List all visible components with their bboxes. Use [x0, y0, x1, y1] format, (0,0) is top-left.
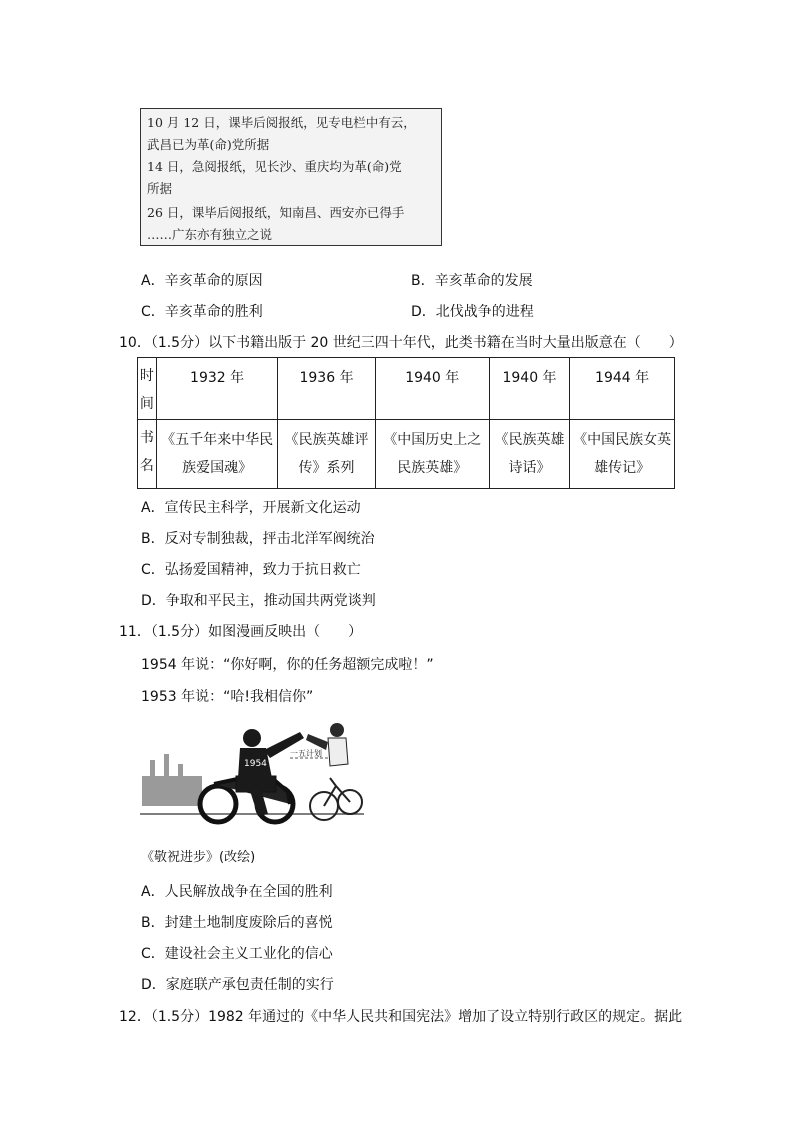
cartoon-label-1954: 1954 — [244, 759, 267, 769]
rider-1953 — [306, 723, 348, 766]
q10-option-a[interactable]: A．宣传民主科学，开展新文化运动 — [141, 500, 361, 516]
q9-option-c[interactable]: C．辛亥革命的胜利 — [141, 304, 263, 320]
table-cell: 1936 年 — [278, 358, 375, 420]
table-cell: 《中国历史上之 民族英雄》 — [375, 420, 489, 489]
q11-stem: 11．（1.5分）如图漫画反映出（ ） — [119, 624, 363, 640]
books-table — [137, 357, 675, 489]
table-header-cell: 书 名 — [138, 420, 157, 489]
excerpt-line: 所据 — [147, 181, 173, 196]
q11-quote-1954: 1954 年说：“你好啊，你的任务超额完成啦！” — [141, 657, 434, 673]
cartoon-label-plan: 一五计划 — [290, 749, 322, 758]
table-cell: 《民族英雄 诗话》 — [489, 420, 569, 489]
q10-stem: 10．（1.5分）以下书籍出版于 20 世纪三四十年代，此类书籍在当时大量出版意在（ ） — [119, 335, 683, 351]
table-cell: 1944 年 — [570, 358, 675, 420]
q11-option-a[interactable]: A．人民解放战争在全国的胜利 — [141, 884, 333, 900]
q9-option-b[interactable]: B．辛亥革命的发展 — [411, 273, 533, 289]
q10-option-c[interactable]: C．弘扬爱国精神，致力于抗日救亡 — [141, 562, 361, 578]
q11-quote-1953: 1953 年说：“哈!我相信你” — [141, 689, 314, 705]
q12-stem: 12．（1.5分）1982 年通过的《中华人民共和国宪法》增加了设立特别行政区的规定。据此 — [119, 1009, 683, 1025]
table-cell: 《中国民族女英 雄传记》 — [570, 420, 675, 489]
excerpt-line: 14 日，急阅报纸，见长沙、重庆均为革(命)党 — [147, 159, 402, 174]
table-row — [138, 358, 675, 420]
table-cell: 《民族英雄评 传》系列 — [278, 420, 375, 489]
q10-option-d[interactable]: D．争取和平民主，推动国共两党谈判 — [141, 593, 376, 609]
table-cell: 《五千年来中华民 族爱国魂》 — [156, 420, 278, 489]
excerpt-line: 26 日，课毕后阅报纸，知南昌、西安亦已得手 — [147, 205, 405, 220]
excerpt-line: 10 月 12 日，课毕后阅报纸，见专电栏中有云， — [147, 115, 416, 130]
table-cell: 1940 年 — [489, 358, 569, 420]
table-cell: 1940 年 — [375, 358, 489, 420]
table-header-cell: 时 间 — [138, 358, 157, 420]
cartoon-illustration — [140, 714, 364, 834]
motorcycle-icon — [200, 776, 293, 822]
table-row — [138, 420, 675, 489]
q11-option-b[interactable]: B．封建土地制度废除后的喜悦 — [141, 915, 333, 931]
q9-option-a[interactable]: A．辛亥革命的原因 — [141, 273, 263, 289]
excerpt-line: 武昌已为革(命)党所据 — [147, 137, 270, 152]
q10-option-b[interactable]: B．反对专制独裁，抨击北洋军阀统治 — [141, 531, 375, 547]
diary-excerpt-image — [140, 108, 442, 246]
excerpt-line: ……广东亦有独立之说 — [147, 227, 273, 242]
cartoon-caption: 《敬祝进步》(改绘) — [141, 850, 256, 865]
q9-option-d[interactable]: D．北伐战争的进程 — [411, 304, 534, 320]
q11-option-c[interactable]: C．建设社会主义工业化的信心 — [141, 946, 333, 962]
table-cell: 1932 年 — [156, 358, 278, 420]
q11-option-d[interactable]: D．家庭联产承包责任制的实行 — [141, 977, 334, 993]
